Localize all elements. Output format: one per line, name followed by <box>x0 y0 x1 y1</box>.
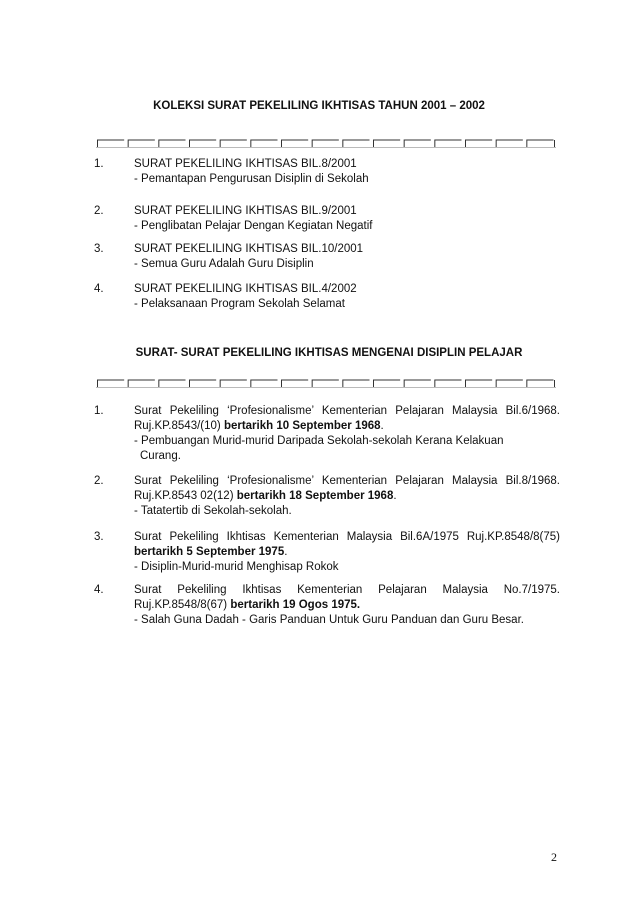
item-number: 1. <box>94 158 104 170</box>
item-number: 4. <box>94 584 104 596</box>
punctuation: . <box>380 420 384 432</box>
divider-segments <box>98 380 555 387</box>
item-title: SURAT PEKELILING IKHTISAS BIL.10/2001 <box>134 243 364 255</box>
item-number: 2. <box>94 205 104 217</box>
circular-date: bertarikh 10 September 1968 <box>223 420 381 432</box>
item-description: - Penglibatan Pelajar Dengan Kegiatan Negatif <box>134 220 373 232</box>
item-description: - Tatatertib di Sekolah-sekolah. <box>134 505 292 517</box>
section1-heading: KOLEKSI SURAT PEKELILING IKHTISAS TAHUN 2001 – 2002 <box>153 100 485 112</box>
section2-heading: SURAT- SURAT PEKELILING IKHTISAS MENGENAI DISIPLIN PELAJAR <box>135 347 523 359</box>
item-description: - Salah Guna Dadah - Garis Panduan Untuk Guru Panduan dan Guru Besar. <box>134 614 524 626</box>
item-description: - Pemantapan Pengurusan Disiplin di Sekolah <box>134 173 369 185</box>
page-number: 2 <box>551 850 557 864</box>
item-description: - Semua Guru Adalah Guru Disiplin <box>134 258 314 270</box>
item-number: 3. <box>94 243 104 255</box>
circular-date: bertarikh 18 September 1968 <box>236 490 394 502</box>
item-title: SURAT PEKELILING IKHTISAS BIL.9/2001 <box>134 205 357 217</box>
circular-date-line <box>134 545 560 560</box>
item-title: SURAT PEKELILING IKHTISAS BIL.4/2002 <box>134 283 357 295</box>
circular-reference-line <box>134 489 560 504</box>
circular-reference: Ruj.KP.8543 02(12) <box>134 490 234 502</box>
item-number: 4. <box>94 283 104 295</box>
circular-reference: Ruj.KP.8543/(10) <box>134 420 221 432</box>
circular-reference-line <box>134 598 560 613</box>
circular-title: Surat Pekeliling ‘Profesionalisme’ Kementerian Pelajaran Malaysia Bil.8/1968. <box>134 475 560 487</box>
circular-title: Surat Pekeliling Ikhtisas Kementerian Pelajaran Malaysia No.7/1975. <box>134 584 560 596</box>
item-number: 2. <box>94 475 104 487</box>
item-description: - Pelaksanaan Program Sekolah Selamat <box>134 298 345 310</box>
circular-date: bertarikh 19 Ogos 1975. <box>230 599 361 611</box>
circular-title: Surat Pekeliling ‘Profesionalisme’ Kementerian Pelajaran Malaysia Bil.6/1968. <box>134 405 560 417</box>
item-description: - Disiplin-Murid-murid Menghisap Rokok <box>134 561 339 573</box>
circular-title: Surat Pekeliling Ikhtisas Kementerian Malaysia Bil.6A/1975 Ruj.KP.8548/8(75) <box>134 531 560 543</box>
circular-date: bertarikh 5 September 1975 <box>134 546 285 558</box>
circular-reference: Ruj.KP.8548/8(67) <box>134 599 228 611</box>
circular-reference-line <box>134 419 560 434</box>
item-description-continued: Curang. <box>140 450 181 462</box>
punctuation: . <box>284 546 288 558</box>
ornamental-divider <box>96 137 556 149</box>
item-number: 3. <box>94 531 104 543</box>
ornamental-divider <box>96 377 556 389</box>
item-number: 1. <box>94 405 104 417</box>
item-description: - Pembuangan Murid-murid Daripada Sekolah-sekolah Kerana Kelakuan <box>134 435 504 447</box>
punctuation: . <box>393 490 397 502</box>
item-title: SURAT PEKELILING IKHTISAS BIL.8/2001 <box>134 158 357 170</box>
divider-segments <box>98 140 555 147</box>
